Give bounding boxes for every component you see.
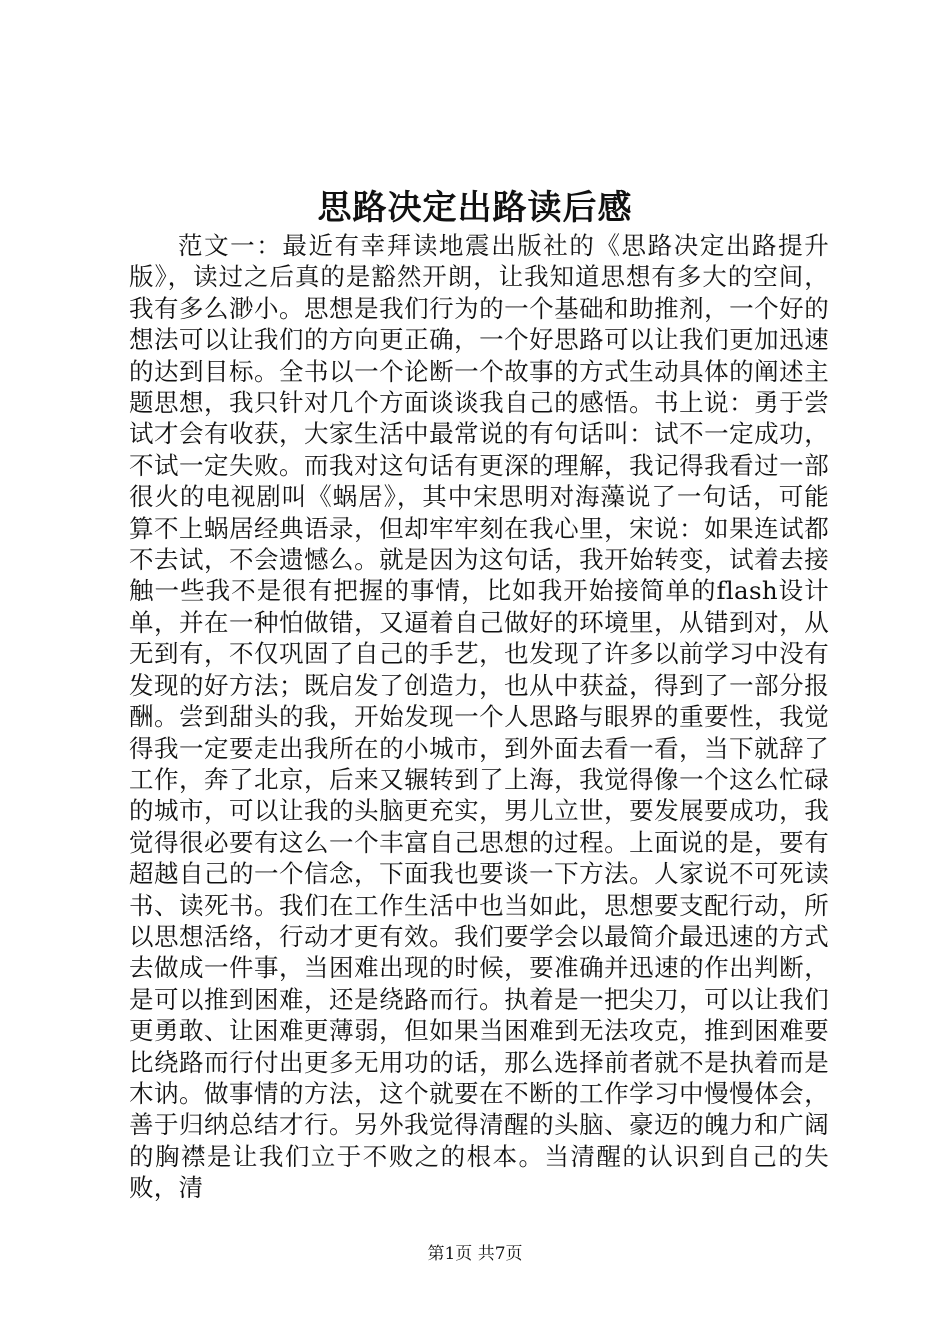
page-number-footer: 第1页 共7页	[427, 1244, 523, 1264]
document-body-paragraph: 范文一：最近有幸拜读地震出版社的《思路决定出路提升版》，读过之后真的是豁然开朗，让我知道思想有多大的空间，我有多么渺小。思想是我们行为的一个基础和助推剂，一个好的想法可以让我们的方向更正确，一个好思路可以让我们更加迅速的达到目标。全书以一个论断一个故事的方式生动具体的阐述主题思想，我只针对几个方面谈谈我自己的感悟。书上说：勇于尝试才会有收获，大家生活中最常说的有句话叫：试不一定成功，不试一定失败。而我对这句话有更深的理解，我记得我看过一部很火的电视剧叫《蜗居》，其中宋思明对海藻说了一句话，可能算不上蜗居经典语录，但却牢牢刻在我心里，宋说：如果连试都不去试，不会遗憾么。就是因为这句话，我开始转变，试着去接触一些我不是很有把握的事情，比如我开始接简单的flash设计单，并在一种怕做错，又逼着自己做好的环境里，从错到对，从无到有，不仅巩固了自己的手艺，也发现了许多以前学习中没有发现的好方法；既启发了创造力，也从中获益，得到了一部分报酬。尝到甜头的我，开始发现一个人思路与眼界的重要性，我觉得我一定要走出我所在的小城市，到外面去看一看，当下就辞了工作，奔了北京，后来又辗转到了上海，我觉得像一个这么忙碌的城市，可以让我的头脑更充实，男儿立世，要发展要成功，我觉得很必要有这么一个丰富自己思想的过程。上面说的是，要有超越自己的一个信念，下面我也要谈一下方法。人家说不可死读书、读死书。我们在工作生活中也当如此，思想要支配行动，所以思想活络，行动才更有效。我们要学会以最简介最迅速的方式去做成一件事，当困难出现的时候，要准确并迅速的作出判断，是可以推到困难，还是绕路而行。执着是一把尖刀，可以让我们更勇敢、让困难更薄弱，但如果当困难到无法攻克，推到困难要比绕路而行付出更多无用功的话，那么选择前者就不是执着而是木讷。做事情的方法，这个就要在不断的工作学习中慢慢体会，善于归纳总结才行。另外我觉得清醒的头脑、豪迈的魄力和广阔的胸襟是让我们立于不败之的根本。当清醒的认识到自己的失败，清	[129, 231, 829, 1203]
document-title: 思路决定出路读后感	[317, 188, 633, 228]
